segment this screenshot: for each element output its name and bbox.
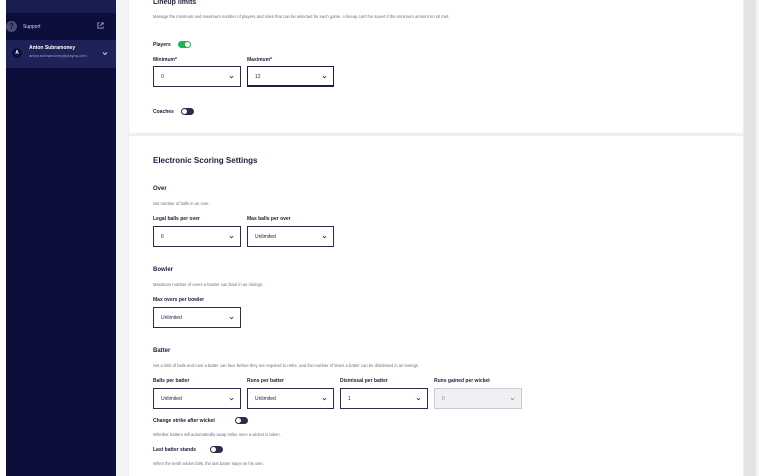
max-balls-select[interactable]: Unlimited — [247, 226, 334, 247]
legal-balls-label: Legal balls per over — [153, 216, 200, 222]
chevron-down-icon — [229, 235, 234, 239]
chevron-down-icon — [229, 75, 234, 79]
over-description: Set number of balls in an over. — [153, 201, 210, 206]
chevron-down-icon — [229, 397, 234, 401]
runs-gained-per-wicket-select[interactable]: 0 — [434, 388, 522, 409]
chevron-down-icon — [510, 397, 515, 401]
max-overs-select[interactable]: Unlimited — [153, 307, 241, 328]
help-icon: ? — [6, 21, 17, 32]
max-overs-label: Max overs per bowler — [153, 297, 205, 303]
scrollbar-track[interactable] — [744, 0, 756, 476]
scoring-settings-card — [128, 135, 744, 476]
chevron-down-icon — [229, 316, 234, 320]
user-email: anton.subramoney@playhq.com — [29, 53, 87, 58]
lineup-limits-title: Lineup limits — [153, 0, 197, 6]
lineup-limits-description: Manage the minimum and maximum number of players and roles that can be selected for each game. A lineup can't be saved if the minimum amount is not met. — [153, 14, 450, 19]
balls-per-batter-label: Balls per batter — [153, 378, 190, 384]
change-strike-label: Change strike after wicket — [153, 418, 215, 424]
external-link-icon — [97, 22, 104, 29]
chevron-down-icon — [322, 75, 327, 79]
change-strike-toggle[interactable] — [235, 417, 248, 424]
runs-gained-per-wicket-label: Runs gained per wicket — [434, 378, 490, 384]
dismissal-per-batter-select[interactable]: 1 — [340, 388, 428, 409]
chevron-down-icon — [322, 397, 327, 401]
runs-per-batter-label: Runs per batter — [247, 378, 284, 384]
coaches-label: Coaches — [153, 109, 174, 115]
chevron-down-icon — [322, 235, 327, 239]
bowler-description: Maximum number of overs a bowler can bowl in an innings. — [153, 282, 264, 287]
batter-description: Set a limit of balls and runs a batter can face before they are required to retire, and the number of times a batter can be dismissed in an innings. — [153, 363, 420, 368]
bowler-title: Bowler — [153, 267, 174, 273]
maximum-select[interactable]: 12 — [247, 66, 334, 87]
balls-per-batter-select[interactable]: Unlimited — [153, 388, 241, 409]
dismissal-per-batter-label: Dismissal per batter — [340, 378, 388, 384]
runs-per-batter-select[interactable]: Unlimited — [247, 388, 334, 409]
sidebar — [6, 0, 116, 476]
maximum-label: Maximum* — [247, 57, 273, 63]
legal-balls-select[interactable]: 6 — [153, 226, 241, 247]
user-name: Anton Subramoney — [29, 45, 76, 51]
scoring-settings-title: Electronic Scoring Settings — [153, 156, 258, 165]
change-strike-description: Whether batters will automatically swap strike once a wicket is taken. — [153, 432, 281, 437]
last-batter-stands-description: When the tenth wicket falls, the last batter stays on his own. — [153, 461, 264, 466]
players-label: Players — [153, 42, 171, 48]
sidebar-item-label: Support — [23, 24, 41, 30]
chevron-down-icon — [416, 397, 421, 401]
max-balls-label: Max balls per over — [247, 216, 291, 222]
players-toggle[interactable] — [178, 41, 191, 48]
last-batter-stands-label: Last batter stands — [153, 447, 197, 453]
batter-title: Batter — [153, 348, 171, 354]
sidebar-top-bar — [6, 0, 116, 13]
avatar: A — [12, 48, 22, 58]
chevron-down-icon[interactable] — [102, 51, 108, 56]
coaches-toggle[interactable] — [181, 108, 194, 115]
minimum-select[interactable]: 0 — [153, 66, 241, 87]
minimum-label: Minimum* — [153, 57, 177, 63]
last-batter-stands-toggle[interactable] — [210, 446, 223, 453]
over-title: Over — [153, 186, 167, 192]
